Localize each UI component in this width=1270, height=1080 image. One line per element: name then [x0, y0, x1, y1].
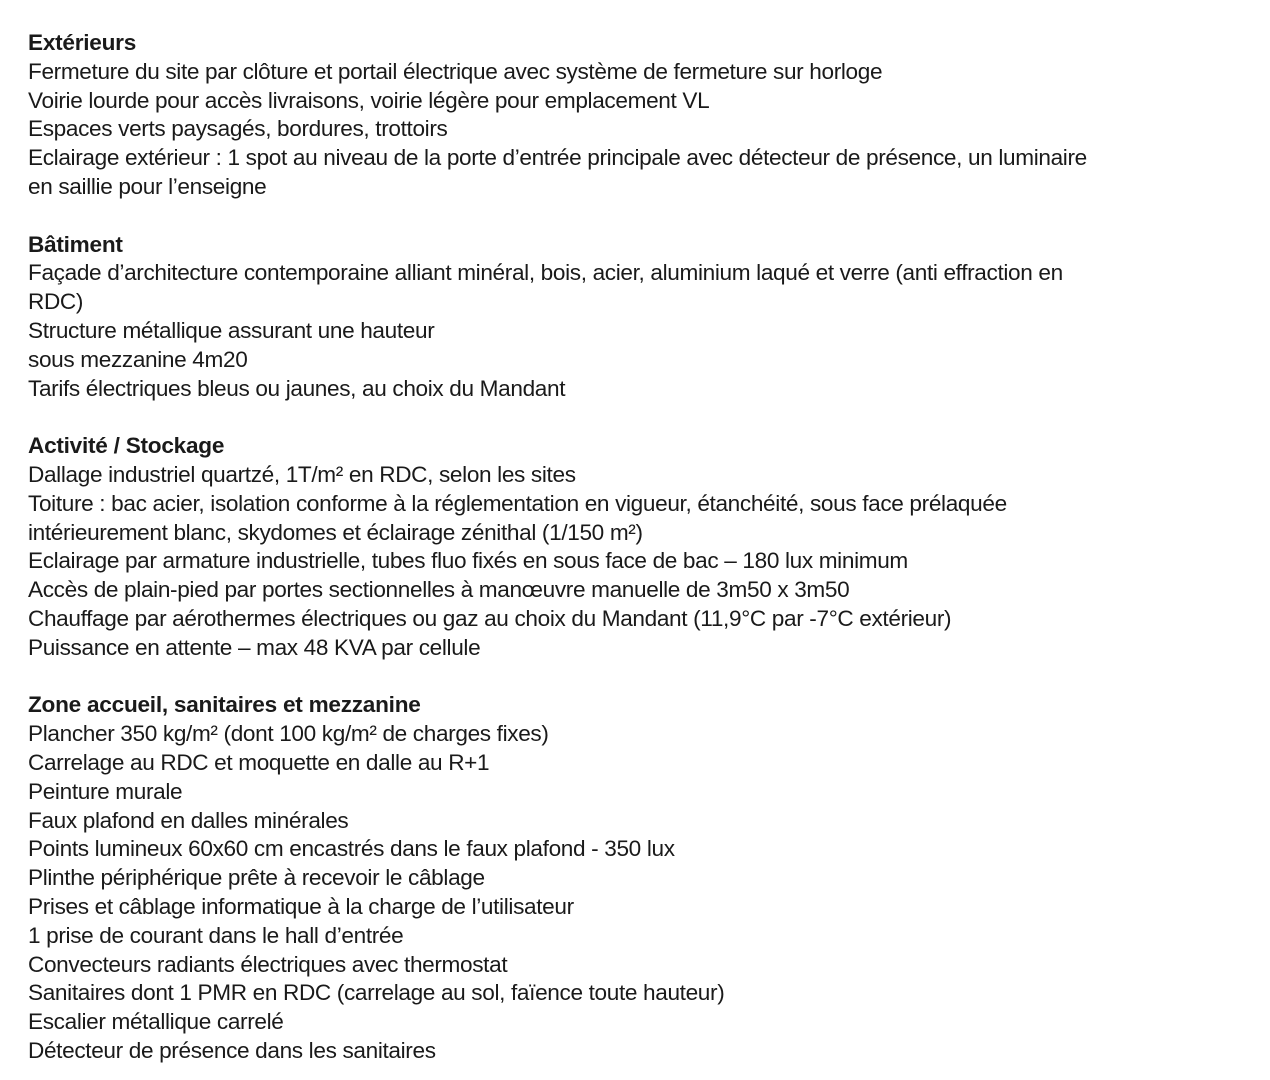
- section-exterieurs: [28, 29, 1243, 202]
- section-line: Puissance en attente – max 48 KVA par cellule: [28, 634, 481, 660]
- section-line: sous mezzanine 4m20: [28, 346, 248, 372]
- section-line: Façade d’architecture contemporaine alliant minéral, bois, acier, aluminium laqué et verre (anti effraction en: [28, 260, 1063, 286]
- section-line: Sanitaires dont 1 PMR en RDC (carrelage au sol, faïence toute hauteur): [28, 980, 725, 1006]
- section-line: Eclairage extérieur : 1 spot au niveau de la porte d’entrée principale avec détecteur de présence, un luminaire: [28, 145, 1087, 171]
- section-line: Tarifs électriques bleus ou jaunes, au choix du Mandant: [28, 375, 566, 401]
- section-line: RDC): [28, 289, 84, 315]
- section-line: Voirie lourde pour accès livraisons, voirie légère pour emplacement VL: [28, 87, 710, 113]
- section-line: Fermeture du site par clôture et portail électrique avec système de fermeture sur horloge: [28, 58, 883, 84]
- section-line: Convecteurs radiants électriques avec thermostat: [28, 951, 508, 977]
- section-line: Plinthe périphérique prête à recevoir le câblage: [28, 865, 485, 891]
- section-line: Points lumineux 60x60 cm encastrés dans le faux plafond - 350 lux: [28, 836, 675, 862]
- section-line: Plancher 350 kg/m² (dont 100 kg/m² de charges fixes): [28, 721, 549, 747]
- section-heading: Extérieurs: [28, 30, 137, 55]
- section-zone-accueil: [28, 691, 1243, 1065]
- section-batiment: [28, 231, 1243, 404]
- section-line: Carrelage au RDC et moquette en dalle au R+1: [28, 749, 490, 775]
- section-line: en saillie pour l’enseigne: [28, 173, 267, 199]
- section-line: Accès de plain-pied par portes sectionnelles à manœuvre manuelle de 3m50 x 3m50: [28, 577, 850, 603]
- section-line: Structure métallique assurant une hauteur: [28, 317, 435, 343]
- section-line: Escalier métallique carrelé: [28, 1009, 284, 1035]
- section-heading: Zone accueil, sanitaires et mezzanine: [28, 692, 421, 718]
- section-line: Dallage industriel quartzé, 1T/m² en RDC, selon les sites: [28, 461, 576, 487]
- section-heading: Activité / Stockage: [28, 433, 225, 459]
- section-line: Chauffage par aérothermes électriques ou gaz au choix du Mandant (11,9°C par -7°C extérieur): [28, 605, 952, 631]
- section-line: intérieurement blanc, skydomes et éclairage zénithal (1/150 m²): [28, 519, 643, 545]
- section-line: Faux plafond en dalles minérales: [28, 807, 349, 833]
- section-line: Peinture murale: [28, 778, 183, 804]
- section-line: Prises et câblage informatique à la charge de l’utilisateur: [28, 893, 574, 919]
- section-line: 1 prise de courant dans le hall d’entrée: [28, 922, 404, 948]
- section-line: Détecteur de présence dans les sanitaires: [28, 1037, 436, 1063]
- section-activite-stockage: [28, 432, 1243, 662]
- section-line: Eclairage par armature industrielle, tubes fluo fixés en sous face de bac – 180 lux minimum: [28, 548, 908, 574]
- section-line: Toiture : bac acier, isolation conforme à la réglementation en vigueur, étanchéité, sous face prélaquée: [28, 490, 1007, 516]
- section-line: Espaces verts paysagés, bordures, trottoirs: [28, 116, 448, 142]
- document-body: [28, 29, 1243, 1066]
- section-heading: Bâtiment: [28, 231, 123, 257]
